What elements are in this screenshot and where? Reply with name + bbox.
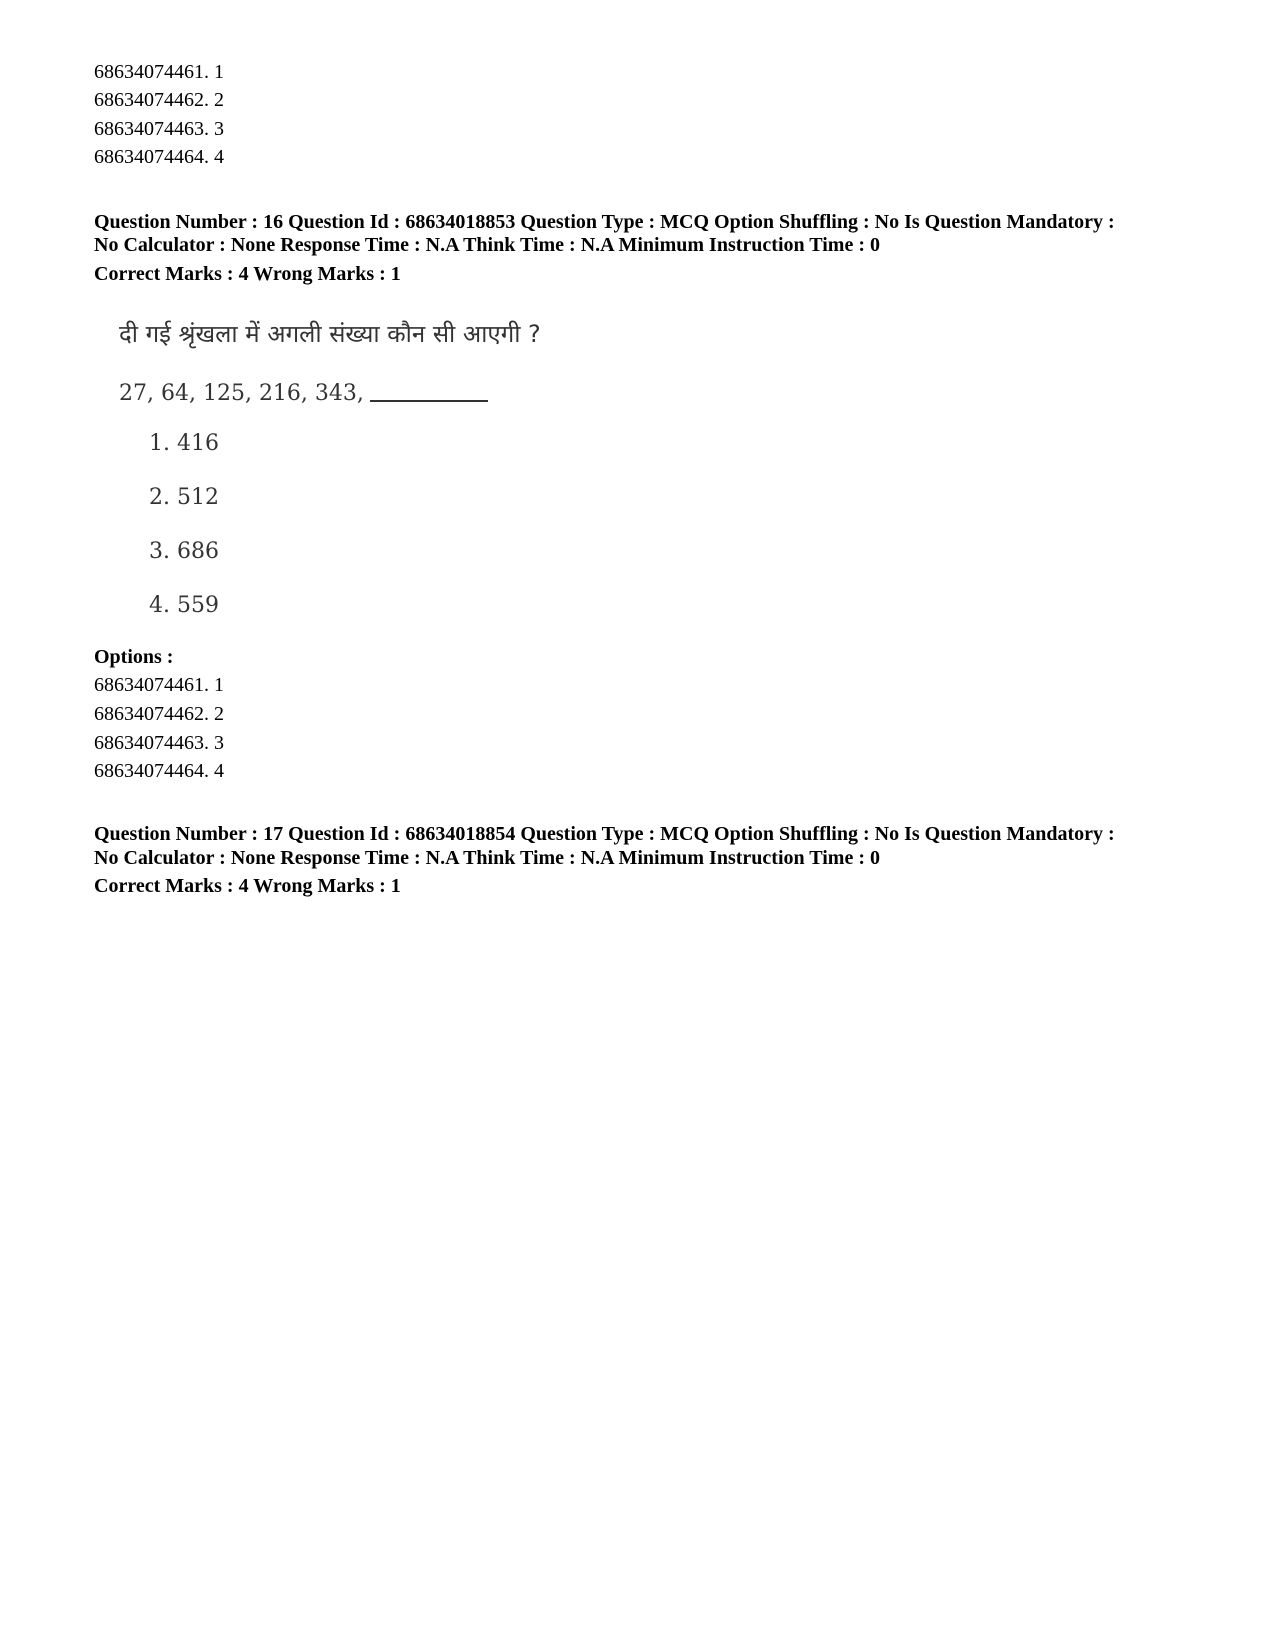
q16-question-image	[110, 318, 570, 638]
option-id: 68634074462.	[94, 703, 209, 725]
option-number: 2	[214, 89, 224, 111]
q16-header-line2: No Calculator : None Response Time : N.A Think Time : N.A Minimum Instruction Time : 0	[94, 234, 880, 256]
q16-marks: Correct Marks : 4 Wrong Marks : 1	[94, 263, 401, 285]
q17-header-line1: Question Number : 17 Question Id : 68634018854 Question Type : MCQ Option Shuffling : No Is Question Mandatory :	[94, 823, 1115, 845]
option-id: 68634074461.	[94, 61, 209, 83]
option-line	[94, 759, 224, 783]
option-id: 68634074463.	[94, 118, 209, 140]
option-number: 2	[214, 703, 224, 725]
option-line	[94, 88, 224, 112]
option-id: 68634074463.	[94, 732, 209, 754]
option-number: 3	[214, 118, 224, 140]
q17-header-line2: No Calculator : None Response Time : N.A Think Time : N.A Minimum Instruction Time : 0	[94, 847, 880, 869]
option-number: 3	[214, 732, 224, 754]
option-id: 68634074461.	[94, 674, 209, 696]
option-line	[94, 117, 224, 141]
option-number: 1	[214, 61, 224, 83]
option-id: 68634074464.	[94, 760, 209, 782]
q16-choice: 3. 686	[149, 539, 219, 564]
option-number: 4	[214, 146, 224, 168]
option-line	[94, 702, 224, 726]
option-line	[94, 673, 224, 697]
option-line	[94, 145, 224, 169]
q16-choice: 1. 416	[149, 431, 219, 456]
q16-choice: 2. 512	[149, 485, 219, 510]
option-line	[94, 60, 224, 84]
q16-hindi-text: दी गई श्रृंखला में अगली संख्या कौन सी आएगी ?	[119, 320, 541, 348]
option-id: 68634074462.	[94, 89, 209, 111]
answer-blank-line	[370, 400, 488, 402]
q17-marks: Correct Marks : 4 Wrong Marks : 1	[94, 875, 401, 897]
option-number: 4	[214, 760, 224, 782]
option-number: 1	[214, 674, 224, 696]
q16-options-label: Options :	[94, 646, 174, 668]
q16-series-values: 27, 64, 125, 216, 343,	[119, 381, 364, 406]
q16-series	[119, 380, 488, 408]
q16-choice: 4. 559	[149, 593, 219, 618]
option-id: 68634074464.	[94, 146, 209, 168]
option-line	[94, 731, 224, 755]
q16-header-line1: Question Number : 16 Question Id : 68634018853 Question Type : MCQ Option Shuffling : No Is Question Mandatory :	[94, 211, 1115, 233]
